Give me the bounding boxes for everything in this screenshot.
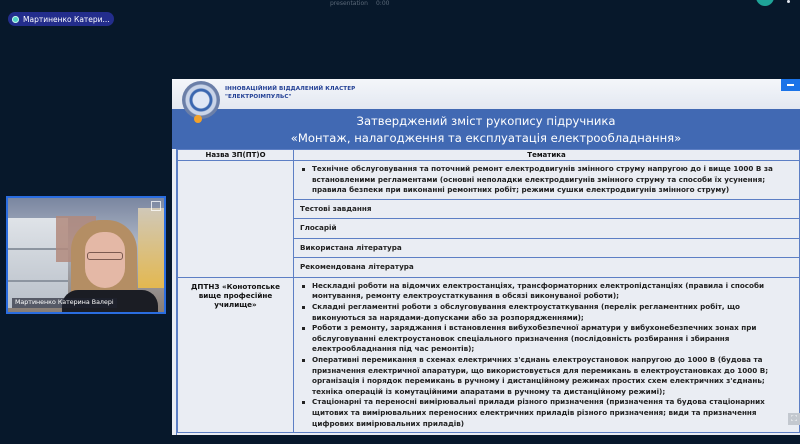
expand-video-icon[interactable] — [151, 201, 161, 211]
table-row — [178, 277, 800, 432]
presenter-name: Мартиненко Катери... — [23, 14, 110, 24]
table-header-row — [178, 150, 800, 161]
topic-item: Нескладні роботи на відомчих електростанціях, трансформаторних електропідстанціях (правила і способи монтування, ремонту електроустаткування в обсязі виконуваної роботи); — [300, 281, 793, 302]
presenter-pill[interactable] — [8, 12, 114, 26]
speaking-indicator-icon — [12, 16, 19, 23]
participant-name-label: Мартиненко Катерина Валері — [12, 298, 117, 308]
cluster-title — [225, 85, 355, 101]
header-topics: Тематика — [294, 150, 800, 161]
institution-cell-empty — [178, 161, 294, 278]
cluster-title-line2: "ЕЛЕКТРОІМПУЛЬС" — [225, 94, 292, 100]
slide-title — [172, 109, 800, 149]
topic-item: Технічне обслуговування та поточний ремонт електродвигунів змінного струму напругою до і вище 1000 В за встановленими регламентами (основні неполадки електродвигунів змінного струму та способи їх усунення; правила безпеки при виконанні ремонтних робіт; режими сушки електродвигунів змінного струму) — [300, 164, 793, 196]
top-status-bar — [330, 0, 480, 6]
participant-face — [85, 232, 125, 288]
content-table — [176, 149, 800, 435]
topics-cell — [294, 161, 800, 200]
topic-item: Оперативні перемикання в схемах електричних з'єднань електроустановок напругою до 1000 В (будова та призначення електричної апаратури, що використовується для перемикань в електроустановках до 1000 В; організація і порядок перемикань в ручному і дистанційному режимах простих схем електричних з'єднань; техніка операцій із комутаційними апаратами в ручному та дистанційному режимі); — [300, 355, 793, 397]
top-status-timer: 0:00 — [375, 0, 390, 7]
table-row — [178, 161, 800, 200]
participant-glasses — [87, 252, 123, 260]
cluster-logo-icon — [182, 81, 220, 119]
self-avatar-icon[interactable] — [756, 0, 774, 6]
topics-cell — [294, 277, 800, 432]
participant-video-tile[interactable] — [6, 196, 166, 314]
top-status-text: presentation — [330, 0, 368, 7]
slide-title-line2: «Монтаж, налагодження та експлуатація електрообладнання» — [290, 131, 682, 145]
video-background-window — [138, 208, 164, 288]
slide-title-line1: Затверджений зміст рукопису підручника — [356, 114, 616, 128]
minimize-presentation-button[interactable] — [781, 79, 800, 91]
slide-header — [172, 79, 800, 109]
simple-row-glossary: Глосарій — [294, 219, 800, 239]
fullscreen-icon[interactable]: ⛶ — [788, 413, 800, 425]
shared-slide — [172, 79, 800, 435]
simple-row-tests: Тестові завдання — [294, 199, 800, 219]
header-institution: Назва ЗП(ПТ)О — [178, 150, 294, 161]
topic-item: Стаціонарні та переносні вимірювальні прилади різного призначення (призначення та будова стаціонарних щитових та вимірювальних переносних електричних приладів різного призначення; види та призначення цифрових вимірювальних приладів) — [300, 397, 793, 429]
topic-item: Роботи з ремонту, заряджання і встановлення вибухобезпечної арматури у вибухонебезпечних зонах при обслуговуванні електроустановок спеціального призначення (послідовність розбирання і збирання електрообладнання під час ремонтів); — [300, 323, 793, 355]
topic-item: Складні регламентні роботи з обслуговування електроустаткування (перелік регламентних робіт, що виконуються за нарядами-допусками або за розпорядженнями); — [300, 302, 793, 323]
simple-row-used-literature: Використана література — [294, 238, 800, 258]
more-options-icon[interactable] — [787, 0, 790, 3]
simple-row-recommended-literature: Рекомендована література — [294, 258, 800, 278]
cluster-title-line1: ІННОВАЦІЙНИЙ ВІДДАЛЕНИЙ КЛАСТЕР — [225, 86, 356, 92]
institution-cell: ДПТНЗ «Конотопське вище професійне училище» — [178, 277, 294, 432]
